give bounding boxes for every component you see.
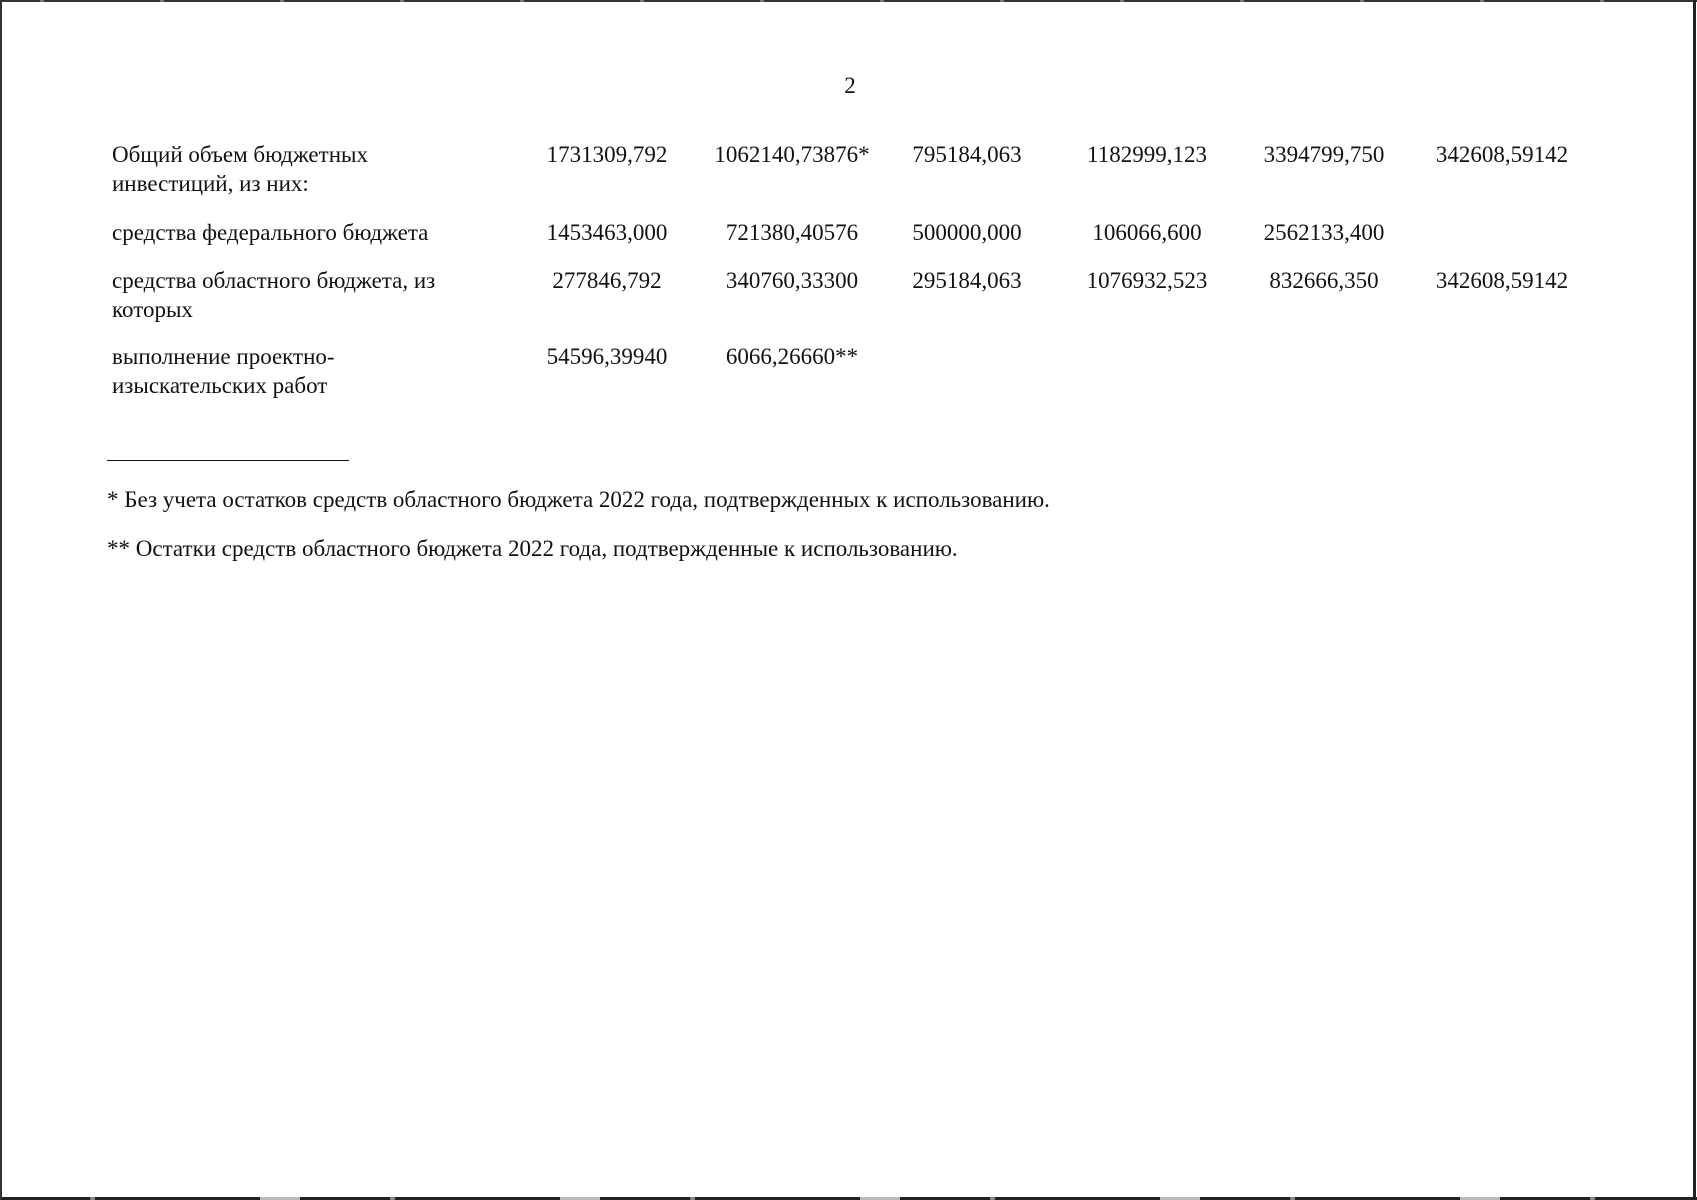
- page-number: 2: [844, 73, 856, 98]
- row-label: средства федерального бюджета: [112, 220, 429, 245]
- table-cell: 1076932,523: [1086, 268, 1208, 293]
- table-cell: 277846,792: [552, 268, 662, 293]
- table-row: [112, 140, 1582, 218]
- row-label: выполнение проектно-изыскательских работ: [112, 344, 335, 398]
- row-label: Общий объем бюджетных инвестиций, из них:: [112, 142, 368, 196]
- table-cell: 54596,39940: [546, 344, 668, 369]
- scan-edge-right: [1693, 0, 1696, 1200]
- table-cell: 6066,26660**: [725, 344, 859, 369]
- scan-edge-top: [0, 0, 1697, 2]
- table-cell: 295184,063: [912, 268, 1022, 293]
- table-cell: 1731309,792: [546, 142, 668, 167]
- table-row: [112, 218, 1582, 266]
- table-cell: 1182999,123: [1087, 142, 1207, 167]
- footnote-separator: [107, 460, 349, 461]
- table-cell: 1062140,73876*: [714, 142, 870, 167]
- table-row: [112, 266, 1582, 342]
- table-cell: 1453463,000: [546, 220, 668, 245]
- table-cell: 2562133,400: [1263, 220, 1385, 245]
- table-cell: 340760,33300: [725, 268, 859, 293]
- table-row: [112, 342, 1582, 418]
- table-cell: 500000,000: [912, 220, 1022, 245]
- scan-edge-left: [0, 0, 2, 1200]
- footnote-2: ** Остатки средств областного бюджета 2022 года, подтвержденные к использованию.: [107, 536, 958, 561]
- footnote-1: * Без учета остатков средств областного бюджета 2022 года, подтвержденных к использованию.: [107, 487, 1050, 512]
- table-cell: 795184,063: [912, 142, 1022, 167]
- table-cell: 832666,350: [1269, 268, 1379, 293]
- budget-investment-table: [112, 140, 1582, 418]
- row-label: средства областного бюджета, из которых: [112, 268, 436, 322]
- table-cell: 106066,600: [1092, 220, 1202, 245]
- table-cell: 721380,40576: [725, 220, 859, 245]
- table-cell: 342608,59142: [1435, 268, 1569, 293]
- table-cell: 3394799,750: [1263, 142, 1385, 167]
- table-cell: 342608,59142: [1435, 142, 1569, 167]
